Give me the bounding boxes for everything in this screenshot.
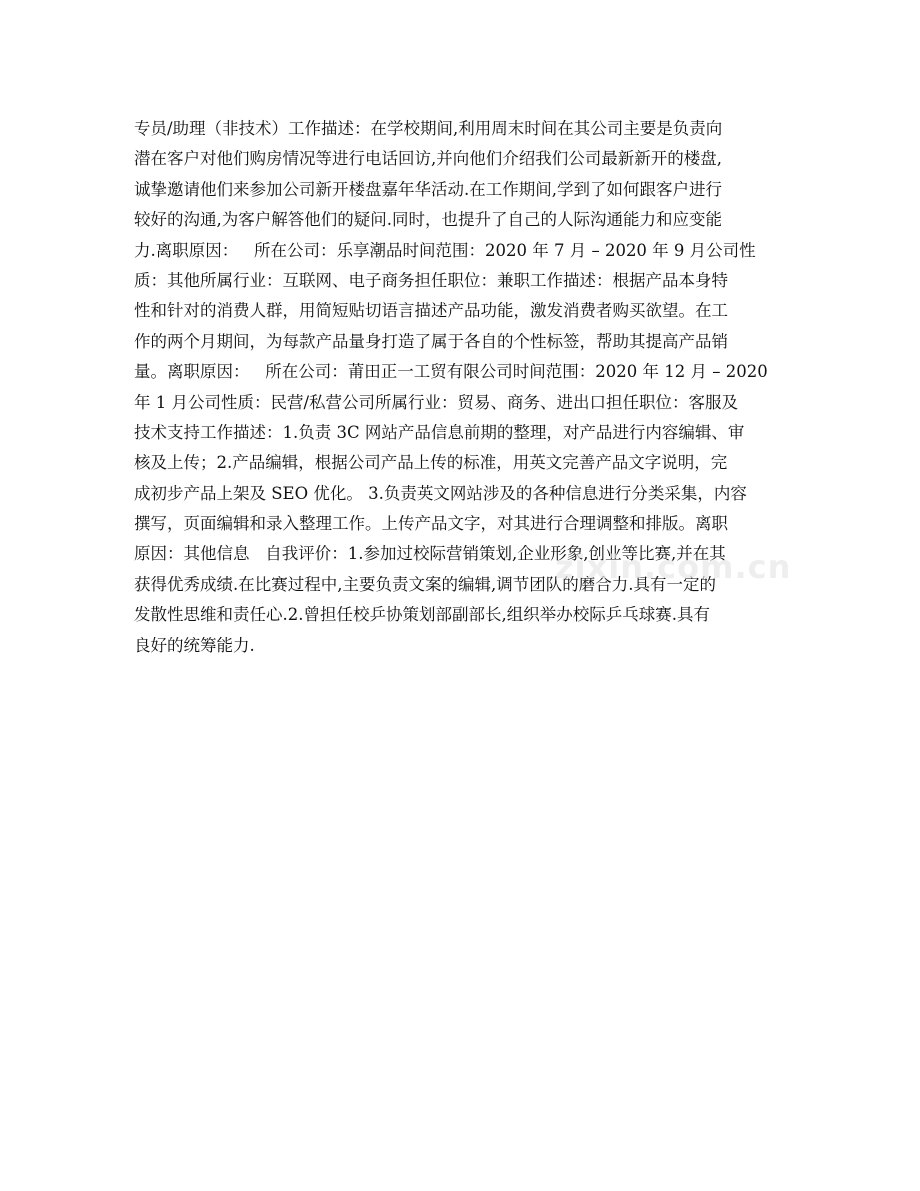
text-line: 力.离职原因： 所在公司：乐享潮品时间范围：2020 年 7 月 – 2020 年 9 月公司性: [134, 240, 756, 260]
text-line: 技术支持工作描述：1.负责 3C 网站产品信息前期的整理，对产品进行内容编辑、审: [134, 422, 745, 442]
text-line: 量。离职原因： 所在公司：莆田正一工贸有限公司时间范围：2020 年 12 月 – 2020: [134, 362, 768, 382]
text-line: 潜在客户对他们购房情况等进行电话回访,并向他们介绍我们公司最新新开的楼盘,: [134, 149, 722, 169]
text-line: 质：其他所属行业：互联网、电子商务担任职位：兼职工作描述：根据产品本身特: [134, 270, 728, 290]
text-line: 撰写，页面编辑和录入整理工作。上传产品文字，对其进行合理调整和排版。离职: [134, 514, 728, 534]
text-line: 较好的沟通,为客户解答他们的疑问.同时，也提升了自己的人际沟通能力和应变能: [134, 210, 722, 230]
text-line: 诚挚邀请他们来参加公司新开楼盘嘉年华活动.在工作期间,学到了如何跟客户进行: [134, 179, 722, 199]
watermark: zixin.com.cn: [555, 548, 792, 586]
text-line: 良好的统筹能力.: [134, 635, 255, 655]
text-line: 专员/助理（非技术）工作描述：在学校期间,利用周末时间在其公司主要是负责向: [134, 119, 723, 138]
text-line: 核及上传；2.产品编辑，根据公司产品上传的标准，用英文完善产品文字说明，完: [134, 453, 728, 473]
text-line: 年 1 月公司性质：民营/私营公司所属行业：贸易、商务、进出口担任职位：客服及: [134, 392, 739, 412]
text-line: 原因：其他信息 自我评价：1.参加过校际营销策划,企业形象,创业等比赛,并在其: [134, 544, 726, 564]
text-line: 发散性思维和责任心.2.曾担任校乒协策划部副部长,组织举办校际乒乓球赛.具有: [134, 605, 710, 625]
text-line: 成初步产品上架及 SEO 优化。 3.负责英文网站涉及的各种信息进行分类采集，内容: [134, 483, 747, 503]
text-line: 获得优秀成绩.在比赛过程中,主要负责文案的编辑,调节团队的磨合力.具有一定的: [134, 574, 716, 594]
text-line: 性和针对的消费人群，用简短贴切语言描述产品功能，激发消费者购买欲望。在工: [134, 301, 728, 321]
text-line: 作的两个月期间，为每款产品量身打造了属于各自的个性标签，帮助其提高产品销: [134, 331, 728, 351]
